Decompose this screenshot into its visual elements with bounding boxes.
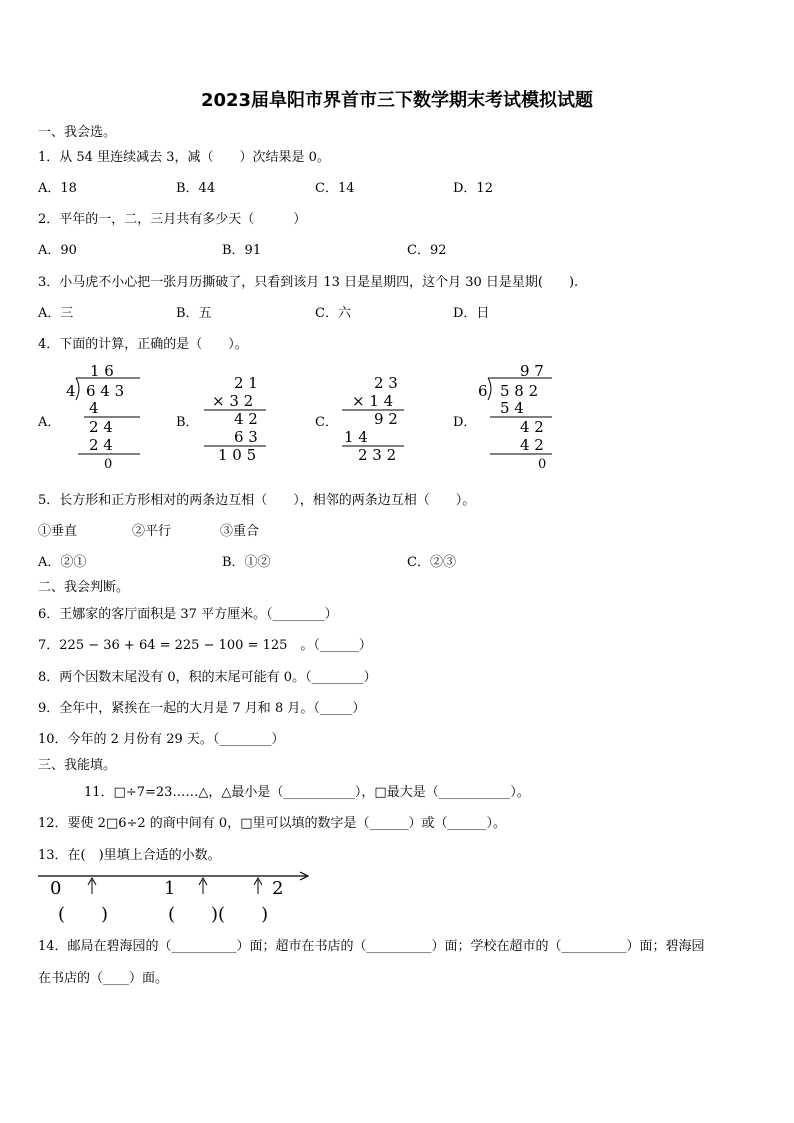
q4-d-step-2: 4 2 bbox=[520, 418, 544, 436]
tick-label-2: 2 bbox=[272, 878, 284, 899]
q4-b-partial-2: 6 3 bbox=[234, 428, 258, 446]
q2-option-c: C．92 bbox=[407, 243, 447, 258]
question-5: 5．长方形和正方形相对的两条边互相（ ），相邻的两条边互相（ ）。 bbox=[38, 493, 476, 508]
section-heading-1: 一、我会选。 bbox=[38, 125, 117, 140]
q5-option-a: A．②① bbox=[38, 555, 87, 570]
q4-b-result: 1 0 5 bbox=[218, 446, 257, 464]
q4-label-d: D． bbox=[453, 415, 477, 430]
q4-d-step-1: 5 4 bbox=[500, 399, 524, 417]
q4-d-dividend: 5 8 2 bbox=[500, 382, 539, 400]
q2-option-b: B．91 bbox=[222, 243, 262, 258]
q3-option-b: B．五 bbox=[176, 306, 212, 321]
q4-a-dividend: 6 4 3 bbox=[86, 382, 125, 400]
q4-c-partial-1: 9 2 bbox=[374, 410, 398, 428]
q5-choice-3: ③重合 bbox=[220, 524, 260, 539]
arrow-mark-1 bbox=[88, 878, 96, 894]
question-14-line-1: 14．邮局在碧海园的（__________）面；超市在书店的（__________）面；学校在超市的（__________）面；碧海园 bbox=[38, 939, 705, 954]
q4-a-step-2: 2 4 bbox=[89, 418, 113, 436]
q2-option-a: A．90 bbox=[38, 243, 77, 258]
q5-choice-2: ②平行 bbox=[132, 524, 172, 539]
q4-option-b-multiplication bbox=[200, 372, 270, 468]
q4-a-divisor: 4 bbox=[66, 382, 76, 400]
q4-a-quotient: 1 6 bbox=[90, 362, 114, 380]
question-3: 3．小马虎不小心把一张月历撕破了，只看到该月 13 日是星期四，这个月 30 日是星期( ). bbox=[38, 275, 579, 290]
section-heading-2: 二、我会判断。 bbox=[38, 580, 130, 595]
question-9: 9．全年中，紧挨在一起的大月是 7 月和 8 月。（_____） bbox=[38, 701, 366, 716]
q4-label-c: C． bbox=[315, 415, 338, 430]
q3-option-c: C．六 bbox=[315, 306, 351, 321]
section-heading-3: 三、我能填。 bbox=[38, 758, 117, 773]
q4-c-top: 2 3 bbox=[374, 374, 398, 392]
q4-b-top: 2 1 bbox=[234, 374, 258, 392]
question-2: 2．平年的一，二，三月共有多少天（ ） bbox=[38, 212, 307, 227]
q5-option-c: C．②③ bbox=[407, 555, 456, 570]
answer-blank-1: ( ) bbox=[58, 904, 109, 925]
tick-label-0: 0 bbox=[50, 878, 62, 899]
q4-option-d-division bbox=[476, 362, 556, 472]
q1-option-a: A．18 bbox=[38, 181, 77, 196]
question-8: 8．两个因数末尾没有 0，积的末尾可能有 0。（________） bbox=[38, 670, 377, 685]
tick-label-1: 1 bbox=[164, 878, 176, 899]
arrow-mark-3 bbox=[254, 878, 262, 894]
q5-choice-1: ①垂直 bbox=[38, 524, 78, 539]
q4-d-step-3: 4 2 bbox=[520, 436, 544, 454]
question-6: 6．王娜家的客厅面积是 37 平方厘米。（________） bbox=[38, 607, 338, 622]
question-13: 13．在( )里填上合适的小数。 bbox=[38, 848, 221, 863]
q1-option-b: B．44 bbox=[176, 181, 216, 196]
question-10: 10．今年的 2 月份有 29 天。（________） bbox=[38, 732, 285, 747]
q4-d-divisor: 6 bbox=[478, 382, 488, 400]
q1-option-d: D．12 bbox=[453, 181, 493, 196]
question-11: 11．□÷7=23……△，△最小是（___________），□最大是（___________）。 bbox=[84, 785, 530, 800]
q5-option-b: B．①② bbox=[222, 555, 271, 570]
q4-b-partial-1: 4 2 bbox=[234, 410, 258, 428]
q4-option-c-multiplication bbox=[338, 372, 408, 468]
question-12: 12．要使 2□6÷2 的商中间有 0，□里可以填的数字是（______）或（______）。 bbox=[38, 816, 506, 831]
q4-option-a-division bbox=[64, 362, 144, 472]
q4-a-step-1: 4 bbox=[89, 399, 99, 417]
number-line bbox=[38, 868, 318, 930]
question-1: 1．从 54 里连续减去 3，减（ ）次结果是 0。 bbox=[38, 150, 330, 165]
q4-c-partial-2: 1 4 bbox=[344, 428, 368, 446]
q4-label-b: B． bbox=[176, 415, 199, 430]
q3-option-a: A．三 bbox=[38, 306, 74, 321]
q4-a-step-3: 2 4 bbox=[89, 436, 113, 454]
page-title: 2023届阜阳市界首市三下数学期末考试模拟试题 bbox=[200, 90, 594, 111]
q4-d-quotient: 9 7 bbox=[520, 362, 544, 380]
question-14-line-2: 在书店的（____）面。 bbox=[38, 971, 169, 986]
arrow-mark-2 bbox=[199, 878, 207, 894]
q3-option-d: D．日 bbox=[453, 306, 490, 321]
q4-d-remainder: 0 bbox=[538, 457, 547, 472]
q4-label-a: A． bbox=[38, 415, 61, 430]
q4-c-result: 2 3 2 bbox=[358, 446, 397, 464]
question-7: 7．225 − 36 + 64 = 225 − 100 = 125 。（______） bbox=[38, 638, 372, 653]
q4-c-multiplier: × 1 4 bbox=[352, 392, 394, 410]
q4-a-remainder: 0 bbox=[104, 457, 113, 472]
answer-blank-2: ( )( ) bbox=[168, 904, 269, 925]
question-4: 4．下面的计算，正确的是（ ）。 bbox=[38, 337, 248, 352]
q4-b-multiplier: × 3 2 bbox=[212, 392, 254, 410]
q1-option-c: C．14 bbox=[315, 181, 355, 196]
